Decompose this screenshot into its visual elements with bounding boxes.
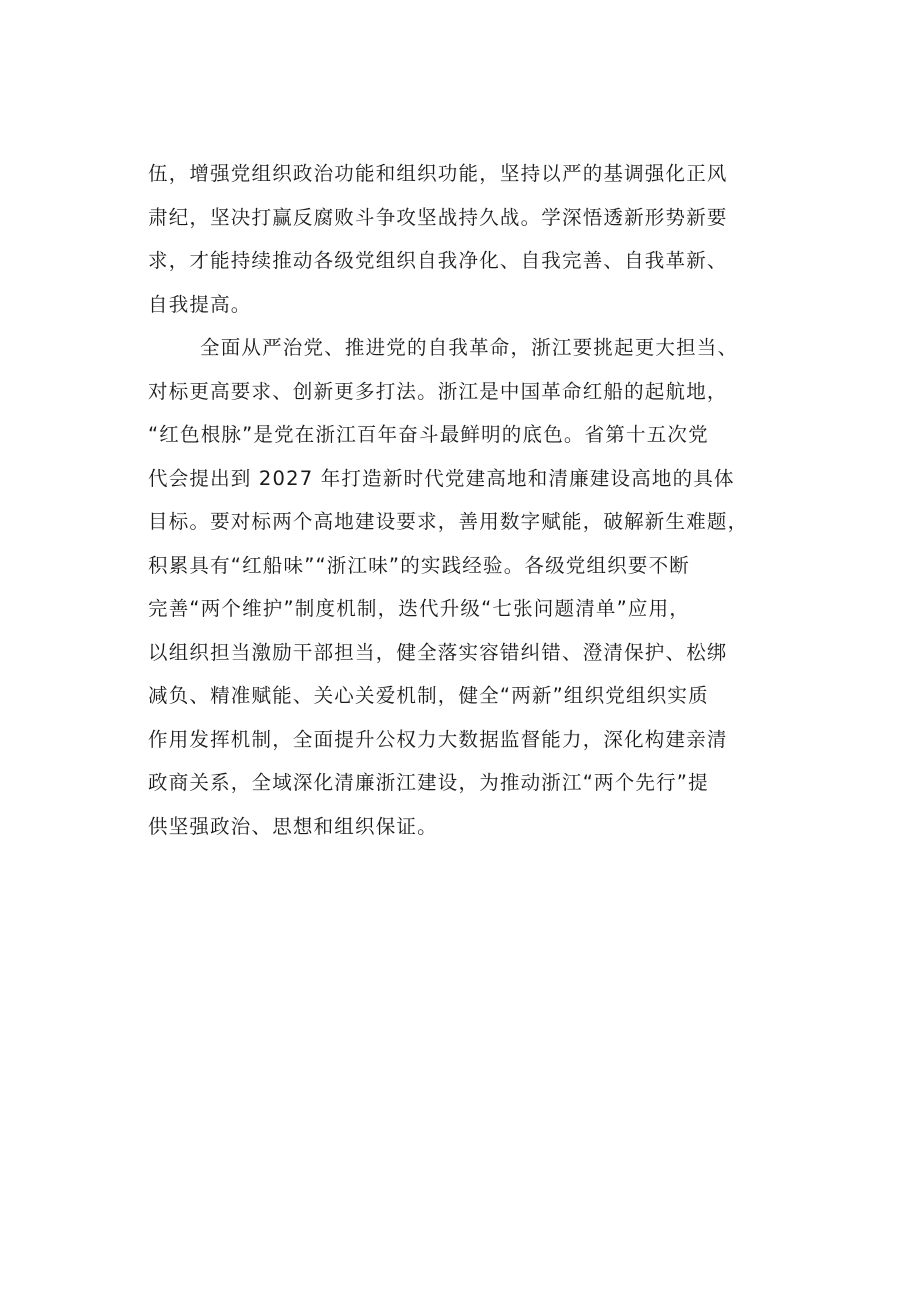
text-line: 以组织担当激励干部担当，健全落实容错纠错、澄清保护、松绑 bbox=[148, 640, 728, 664]
text-line: 积累具有“红船味”“浙江味”的实践经验。各级党组织要不断 bbox=[148, 553, 691, 577]
text-line: 求，才能持续推动各级党组织自我净化、自我完善、自我革新、 bbox=[148, 249, 728, 272]
text-line: 目标。要对标两个高地建设要求，善用数字赋能，破解新生难题， bbox=[148, 510, 749, 533]
text-line: 供坚强政治、思想和组织保证。 bbox=[148, 814, 438, 838]
text-line: “红色根脉”是党在浙江百年奋斗最鲜明的底色。省第十五次党 bbox=[148, 423, 709, 446]
document-body bbox=[148, 152, 808, 848]
text-line: 对标更高要求、创新更多打法。浙江是中国革命红船的起航地， bbox=[148, 379, 728, 403]
text-line: 完善“两个维护”制度机制，迭代升级“七张问题清单”应用， bbox=[148, 597, 691, 620]
text-line: 全面从严治党、推进党的自我革命，浙江要挑起更大担当、 bbox=[200, 336, 739, 359]
text-line: 肃纪，坚决打赢反腐败斗争攻坚战持久战。学深悟透新形势新要 bbox=[148, 205, 728, 229]
text-line: 政商关系，全域深化清廉浙江建设，为推动浙江“两个先行”提 bbox=[148, 771, 709, 794]
paragraph-1 bbox=[148, 152, 808, 326]
text-line: 减负、精准赋能、关心关爱机制，健全“两新”组织党组织实质 bbox=[148, 684, 709, 707]
text-line: 作用发挥机制，全面提升公权力大数据监督能力，深化构建亲清 bbox=[148, 727, 728, 751]
text-line: 伍，增强党组织政治功能和组织功能，坚持以严的基调强化正风 bbox=[148, 162, 728, 185]
text-line: 自我提高。 bbox=[148, 292, 252, 316]
text-line: 代会提出到 2027 年打造新时代党建高地和清廉建设高地的具体 bbox=[148, 466, 735, 490]
paragraph-2 bbox=[148, 326, 808, 848]
